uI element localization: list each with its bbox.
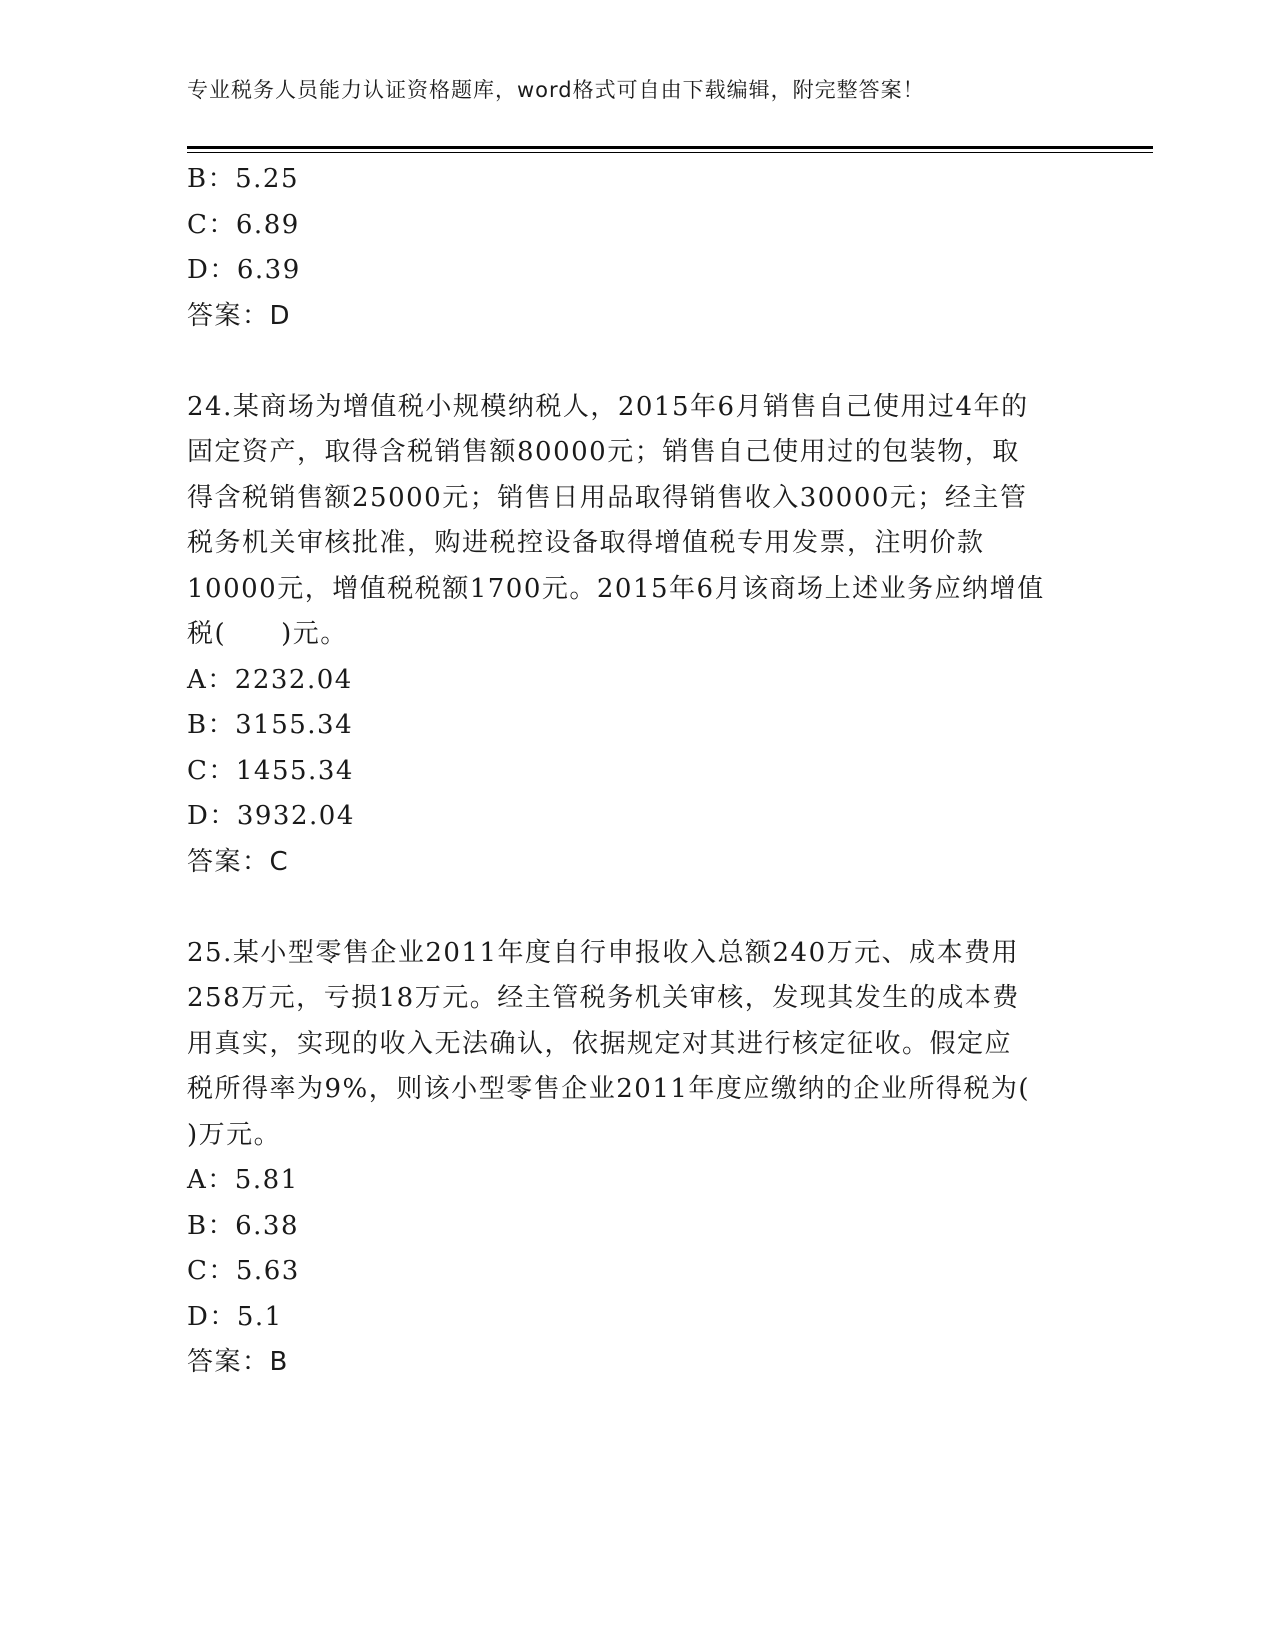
answer-label: 答案：D bbox=[187, 300, 292, 331]
question-25-line-5: )万元。 bbox=[187, 1119, 282, 1150]
spacer bbox=[187, 339, 1087, 385]
question-25-option-c: C：5.63 bbox=[187, 1256, 300, 1286]
question-25-option-b: B：6.38 bbox=[187, 1210, 299, 1241]
question-24-line-4: 税务机关审核批准，购进税控设备取得增值税专用发票，注明价款 bbox=[187, 528, 985, 558]
question-24-option-d: D：3932.04 bbox=[187, 801, 355, 831]
question-24-line-3: 得含税销售额25000元；销售日用品取得销售收入30000元；经主管 bbox=[187, 482, 1028, 513]
option-d: D：6.39 bbox=[187, 255, 301, 285]
question-25-answer: 答案：B bbox=[187, 1347, 289, 1377]
question-25-line-3: 用真实，实现的收入无法确认，依据规定对其进行核定征收。假定应 bbox=[187, 1028, 1013, 1059]
option-b: B：5.25 bbox=[187, 164, 299, 194]
question-24-option-b: B：3155.34 bbox=[187, 710, 354, 740]
question-24-line-5: 10000元，增值税税额1700元。2015年6月该商场上述业务应纳增值 bbox=[187, 573, 1045, 604]
spacer bbox=[187, 885, 1087, 931]
question-24-line-2: 固定资产，取得含税销售额80000元；销售自己使用过的包装物，取 bbox=[187, 437, 1020, 467]
question-25-line-1: 25.某小型零售企业2011年度自行申报收入总额240万元、成本费用 bbox=[187, 937, 1020, 968]
page-header: 专业税务人员能力认证资格题库，word格式可自由下载编辑，附完整答案！ bbox=[187, 78, 925, 102]
question-content bbox=[187, 157, 1087, 1386]
question-24-line-6: 税( )元。 bbox=[187, 619, 348, 649]
question-25-option-a: A：5.81 bbox=[187, 1165, 299, 1195]
question-25-line-4: 税所得率为9%，则该小型零售企业2011年度应缴纳的企业所得税为( bbox=[187, 1074, 1031, 1104]
header-rule-thick bbox=[187, 146, 1153, 149]
option-c: C：6.89 bbox=[187, 209, 300, 240]
header-rule-thin bbox=[187, 152, 1153, 153]
question-24-option-a: A：2232.04 bbox=[187, 664, 353, 695]
question-24-option-c: C：1455.34 bbox=[187, 755, 354, 786]
question-24-line-1: 24.某商场为增值税小规模纳税人，2015年6月销售自己使用过4年的 bbox=[187, 391, 1029, 422]
question-25-line-2: 258万元，亏损18万元。经主管税务机关审核，发现其发生的成本费 bbox=[187, 983, 1020, 1013]
question-25-option-d: D：5.1 bbox=[187, 1301, 283, 1332]
question-24-answer: 答案：C bbox=[187, 846, 290, 877]
